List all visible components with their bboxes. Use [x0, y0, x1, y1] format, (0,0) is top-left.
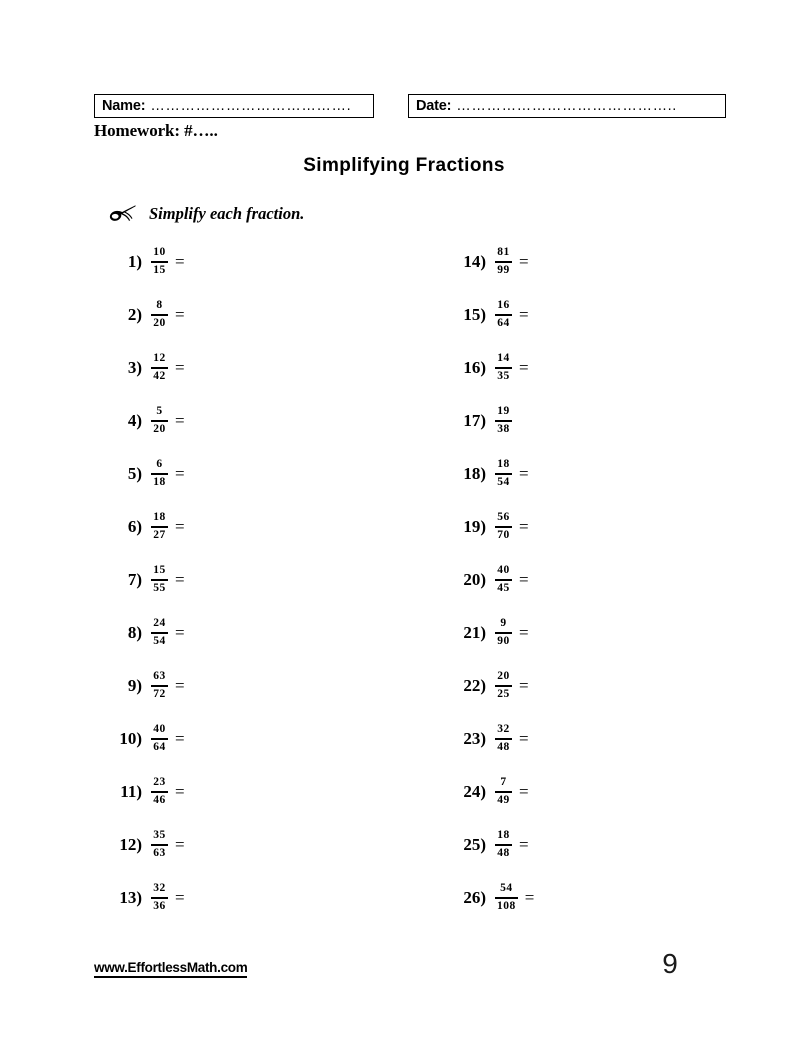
- equals-sign: =: [175, 252, 185, 271]
- fraction: [495, 406, 512, 436]
- equals-sign: =: [175, 888, 185, 907]
- fraction: [151, 406, 168, 436]
- problem-item: [452, 770, 529, 814]
- fraction-numerator: 18: [497, 829, 510, 842]
- fraction-bar: [151, 632, 168, 634]
- equals-sign: =: [519, 305, 529, 324]
- homework-label: Homework: #…..: [94, 121, 218, 140]
- equals-sign: =: [519, 358, 529, 377]
- name-label: Name:: [102, 98, 146, 114]
- problem-item: [108, 664, 185, 708]
- equals-sign: =: [519, 570, 529, 589]
- fraction-bar: [495, 314, 512, 316]
- problem-item: [108, 399, 185, 443]
- fraction-bar: [151, 526, 168, 528]
- problem-number: 1): [127, 252, 142, 271]
- fraction-denominator: 48: [497, 741, 510, 754]
- fraction-bar: [495, 526, 512, 528]
- fraction: [151, 565, 168, 595]
- problem-number: 6): [127, 517, 142, 536]
- fraction-numerator: 12: [153, 352, 166, 365]
- equals-sign: =: [519, 782, 529, 801]
- problem-item: [452, 505, 529, 549]
- fraction-denominator: 35: [497, 370, 510, 383]
- fraction-bar: [495, 897, 518, 899]
- fraction-denominator: 25: [497, 688, 510, 701]
- fraction-bar: [151, 420, 168, 422]
- equals-sign: =: [175, 570, 185, 589]
- problem-item: [108, 452, 185, 496]
- fraction-bar: [495, 791, 512, 793]
- equals-sign: =: [519, 729, 529, 748]
- fraction-denominator: 36: [153, 900, 166, 913]
- fraction-bar: [151, 685, 168, 687]
- fraction-bar: [495, 420, 512, 422]
- fraction-numerator: 63: [153, 670, 166, 683]
- fraction-numerator: 81: [497, 246, 510, 259]
- fraction: [151, 671, 168, 701]
- problem-number: 17): [463, 411, 486, 430]
- problem-item: [452, 876, 534, 920]
- problem-number: 5): [127, 464, 142, 483]
- instruction-text: Simplify each fraction.: [149, 204, 305, 223]
- fraction: [151, 300, 168, 330]
- fraction-bar: [151, 314, 168, 316]
- fraction-denominator: 55: [153, 582, 166, 595]
- problem-item: [452, 558, 529, 602]
- problem-number: 21): [463, 623, 486, 642]
- equals-sign: =: [175, 358, 185, 377]
- fraction-denominator: 72: [153, 688, 166, 701]
- fraction-numerator: 8: [156, 299, 163, 312]
- problem-item: [108, 293, 185, 337]
- date-field[interactable]: [408, 94, 726, 118]
- problem-number: 10): [119, 729, 142, 748]
- date-label: Date:: [416, 98, 452, 114]
- fraction-denominator: 63: [153, 847, 166, 860]
- fraction: [151, 724, 168, 754]
- problem-item: [452, 611, 529, 655]
- fraction-denominator: 18: [153, 476, 166, 489]
- problem-number: 23): [463, 729, 486, 748]
- problem-item: [452, 399, 519, 443]
- fraction-numerator: 18: [153, 511, 166, 524]
- equals-sign: =: [519, 464, 529, 483]
- fraction: [151, 618, 168, 648]
- fraction-denominator: 108: [497, 900, 516, 913]
- fraction-numerator: 16: [497, 299, 510, 312]
- fraction: [151, 459, 168, 489]
- problem-number: 13): [119, 888, 142, 907]
- fraction-denominator: 42: [153, 370, 166, 383]
- fraction: [495, 618, 512, 648]
- problem-item: [108, 505, 185, 549]
- fraction-numerator: 40: [153, 723, 166, 736]
- fraction: [151, 512, 168, 542]
- fraction-numerator: 9: [500, 617, 507, 630]
- page-title: Simplifying Fractions: [303, 155, 505, 176]
- fraction-denominator: 54: [153, 635, 166, 648]
- problem-number: 26): [463, 888, 486, 907]
- fraction-numerator: 18: [497, 458, 510, 471]
- fraction: [495, 459, 512, 489]
- problem-item: [108, 770, 185, 814]
- fraction: [151, 830, 168, 860]
- problem-number: 4): [127, 411, 142, 430]
- fraction: [495, 724, 512, 754]
- problem-item: [452, 240, 529, 284]
- fraction-numerator: 32: [497, 723, 510, 736]
- name-field[interactable]: [94, 94, 374, 118]
- fraction: [151, 777, 168, 807]
- fraction-denominator: 64: [497, 317, 510, 330]
- problem-number: 7): [127, 570, 142, 589]
- problem-number: 8): [127, 623, 142, 642]
- fraction-numerator: 7: [500, 776, 507, 789]
- equals-sign: =: [519, 517, 529, 536]
- equals-sign: =: [175, 464, 185, 483]
- fraction-bar: [151, 261, 168, 263]
- fraction-bar: [495, 579, 512, 581]
- fraction: [495, 247, 512, 277]
- problem-item: [108, 611, 185, 655]
- fraction-denominator: 45: [497, 582, 510, 595]
- problem-number: 9): [127, 676, 142, 695]
- problem-item: [108, 346, 185, 390]
- equals-sign: =: [175, 517, 185, 536]
- fraction-denominator: 20: [153, 317, 166, 330]
- fraction-bar: [151, 844, 168, 846]
- fraction-numerator: 24: [153, 617, 166, 630]
- equals-sign: =: [524, 888, 535, 907]
- problem-number: 25): [463, 835, 486, 854]
- problem-item: [108, 717, 185, 761]
- name-dotted-line: ………………………………….: [150, 98, 352, 114]
- fraction-numerator: 6: [156, 458, 163, 471]
- fraction-numerator: 10: [153, 246, 166, 259]
- equals-sign: =: [175, 729, 185, 748]
- equals-sign: =: [175, 623, 185, 642]
- fraction-numerator: 23: [153, 776, 166, 789]
- fraction: [151, 353, 168, 383]
- header-fields: [94, 94, 726, 118]
- problem-item: [452, 717, 529, 761]
- fraction-bar: [495, 738, 512, 740]
- fraction-bar: [151, 473, 168, 475]
- problem-number: 2): [127, 305, 142, 324]
- fraction-bar: [495, 367, 512, 369]
- equals-sign: =: [175, 411, 185, 430]
- fraction-denominator: 27: [153, 529, 166, 542]
- fraction: [151, 247, 168, 277]
- fraction-denominator: 90: [497, 635, 510, 648]
- pen-writing-icon: [108, 203, 138, 225]
- fraction: [495, 512, 512, 542]
- fraction: [495, 565, 512, 595]
- fraction: [495, 830, 512, 860]
- fraction-bar: [151, 579, 168, 581]
- fraction-denominator: 38: [497, 423, 510, 436]
- problem-number: 18): [463, 464, 486, 483]
- problem-item: [108, 558, 185, 602]
- fraction-numerator: 56: [497, 511, 510, 524]
- fraction-denominator: 46: [153, 794, 166, 807]
- equals-sign: =: [175, 782, 185, 801]
- fraction-numerator: 19: [497, 405, 510, 418]
- fraction: [495, 671, 512, 701]
- fraction-numerator: 35: [153, 829, 166, 842]
- fraction-bar: [151, 738, 168, 740]
- fraction: [495, 353, 512, 383]
- problem-number: 19): [463, 517, 486, 536]
- problem-item: [452, 823, 529, 867]
- fraction-bar: [151, 897, 168, 899]
- fraction-bar: [151, 791, 168, 793]
- fraction-denominator: 20: [153, 423, 166, 436]
- problem-number: 12): [119, 835, 142, 854]
- problem-number: 14): [463, 252, 486, 271]
- problem-item: [452, 452, 529, 496]
- fraction-denominator: 70: [497, 529, 510, 542]
- date-dotted-line: ……………………………………..: [456, 98, 677, 114]
- fraction: [495, 883, 518, 913]
- fraction-numerator: 32: [153, 882, 166, 895]
- problem-number: 24): [463, 782, 486, 801]
- fraction-denominator: 54: [497, 476, 510, 489]
- equals-sign: =: [175, 676, 185, 695]
- fraction-denominator: 64: [153, 741, 166, 754]
- fraction-bar: [495, 685, 512, 687]
- fraction-numerator: 20: [497, 670, 510, 683]
- equals-sign: =: [519, 676, 529, 695]
- fraction-bar: [495, 844, 512, 846]
- equals-sign: =: [519, 623, 529, 642]
- fraction-denominator: 49: [497, 794, 510, 807]
- equals-sign: =: [519, 835, 529, 854]
- fraction-denominator: 48: [497, 847, 510, 860]
- problem-number: 16): [463, 358, 486, 377]
- equals-sign: =: [175, 835, 185, 854]
- fraction-numerator: 54: [500, 882, 513, 895]
- fraction-bar: [495, 261, 512, 263]
- fraction: [495, 777, 512, 807]
- problem-item: [452, 293, 529, 337]
- problem-item: [108, 240, 185, 284]
- fraction-numerator: 40: [497, 564, 510, 577]
- problem-number: 20): [463, 570, 486, 589]
- fraction-numerator: 14: [497, 352, 510, 365]
- problem-number: 15): [463, 305, 486, 324]
- fraction-bar: [495, 473, 512, 475]
- problem-item: [108, 823, 185, 867]
- footer-page-number: 9: [662, 948, 678, 979]
- problem-item: [452, 346, 529, 390]
- fraction: [495, 300, 512, 330]
- fraction-numerator: 5: [156, 405, 163, 418]
- fraction-bar: [495, 632, 512, 634]
- fraction-bar: [151, 367, 168, 369]
- footer-website[interactable]: www.EffortlessMath.com: [94, 960, 247, 978]
- problem-number: 22): [463, 676, 486, 695]
- problem-item: [108, 876, 185, 920]
- fraction: [151, 883, 168, 913]
- fraction-denominator: 15: [153, 264, 166, 277]
- equals-sign: =: [519, 252, 529, 271]
- instruction-row: [108, 203, 304, 225]
- fraction-denominator: 99: [497, 264, 510, 277]
- problem-number: 11): [120, 782, 142, 801]
- problem-number: 3): [127, 358, 142, 377]
- equals-sign: =: [175, 305, 185, 324]
- fraction-numerator: 15: [153, 564, 166, 577]
- problem-item: [452, 664, 529, 708]
